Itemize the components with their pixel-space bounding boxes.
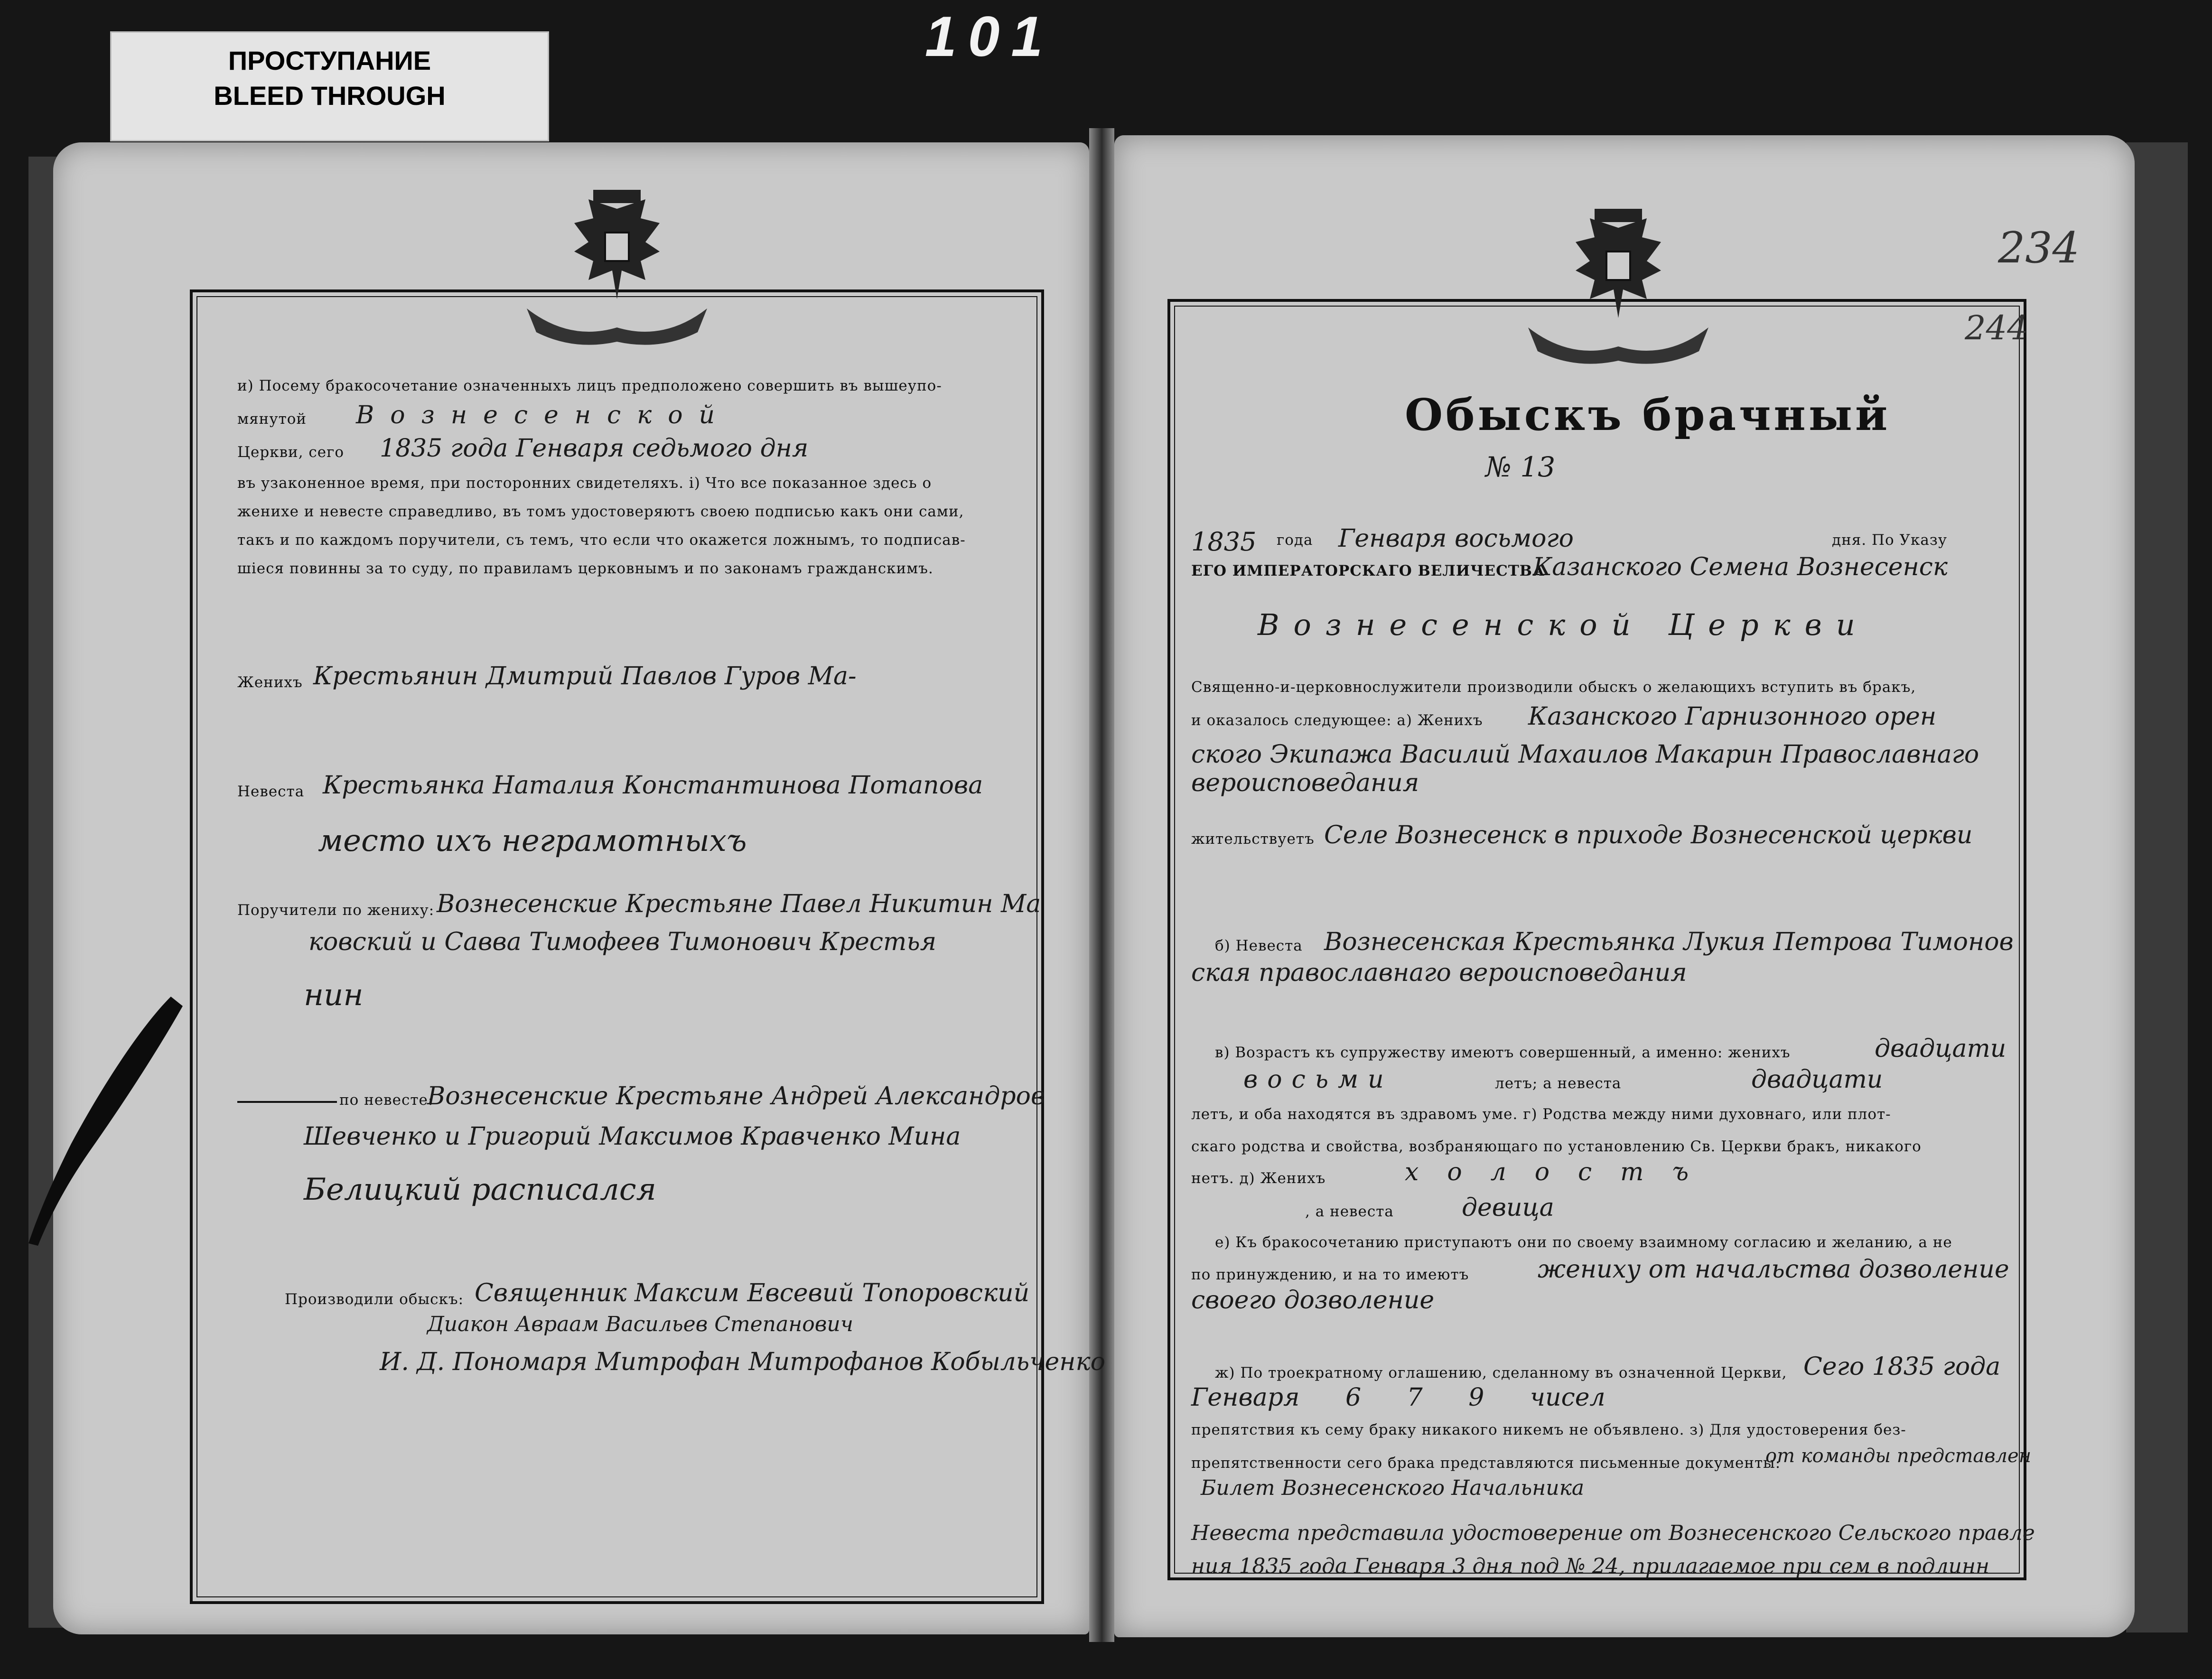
stamp-line-ru: ПРОСТУПАНИЕ [228,46,431,75]
printed-text: дня. По Указу [1832,532,1947,549]
handwritten-text: ния 1835 года Генваря 3 дня под № 24, прилагаемое при сем в подлинн [1191,1554,1989,1578]
folio-number-lower: 244 [1965,308,2028,347]
printed-text: жительствуетъ [1191,830,1315,848]
printed-text: б) Невеста [1215,937,1303,954]
printed-text: летъ; а невеста [1495,1075,1622,1092]
printed-text: скаго родства и свойства, возбраняющаго по установлению Св. Церкви бракъ, никакого [1191,1138,1922,1155]
bride-label: Невеста [237,783,305,800]
handwritten-text: Белицкий расписался [304,1172,656,1207]
handwritten-text: Крестьянин Дмитрий Павлов Гуров Ма- [313,662,857,690]
handwritten-text: ковский и Савва Тимофеев Тимонович Крестья [308,928,937,956]
handwritten-text: двадцати [1751,1065,1883,1094]
handwritten-text: ского Экипажа Василий Махаилов Макарин Православнаго [1191,740,1979,769]
handwritten-text: Генваря восьмого [1338,524,1574,553]
handwritten-text: двадцати [1875,1035,2007,1063]
handwritten-text: вероисповедания [1191,769,1419,797]
printed-text: въ узаконенное время, при посторонних свидетеляхъ. i) Что все показанное здесь о [237,475,932,492]
frame-number: 101 [924,5,1055,68]
printed-text: препятственности сего брака представляются письменные документы: [1191,1455,1781,1472]
printed-text: , а невеста [1305,1203,1394,1220]
handwritten-text: место ихъ неграмотныхъ [318,823,747,858]
handwritten-text: своего дозволение [1191,1286,1435,1315]
handwritten-text: от команды представлен [1765,1445,2032,1467]
printed-text: препятствия къ сему браку никакого никемъ не объявлено. з) Для удостоверения без- [1191,1421,1906,1438]
printed-text: и оказалось следующее: а) Женихъ [1191,712,1483,729]
printed-text: Церкви, сего [237,444,345,461]
printed-text: по принуждению, и на то имеютъ [1191,1266,1469,1283]
printed-text: в) Возрастъ къ супружеству имеютъ совершенный, а именно: женихъ [1215,1044,1791,1061]
folio-number-upper: 234 [1998,223,2080,273]
book-gutter [1089,128,1114,1642]
conducted-by-label: Производили обыскъ: [285,1291,464,1308]
handwritten-text: Казанского Гарнизонного орен [1528,702,1937,731]
handwritten-text: Вознесенские Крестьяне Андрей Александров [427,1082,1045,1110]
printed-text: нетъ. д) Женихъ [1191,1170,1326,1187]
handwritten-text: холостъ [1405,1158,1717,1186]
handwritten-text: Сего 1835 года [1803,1353,2001,1381]
printed-text: ЕГО ИМПЕРАТОРСКАГО ВЕЛИЧЕСТВА [1191,562,1545,579]
handwritten-text: Казанского Семена Вознесенск [1533,553,1948,581]
handwritten-text: восьми [1243,1065,1393,1094]
printed-text: летъ, и оба находятся въ здравомъ уме. г) Родства между ними духовнаго, или плот- [1191,1106,1891,1123]
handwritten-text: Вознесенские Крестьяне Павел Никитин Ма [437,890,1041,918]
double-headed-eagle-emblem-icon [517,190,717,351]
handwritten-text: Священник Максим Евсевий Топоровский [475,1279,1030,1307]
handwritten-text: Селе Вознесенск в приходе Вознесенской церкви [1324,821,1973,849]
printed-text: женихе и невесте справедливо, въ томъ удостоверяютъ своею подписью какъ они сами, [237,503,964,520]
handwritten-text: жениху от начальства дозволение [1538,1255,2009,1284]
printed-text: ж) По троекратному оглашению, сделанному въ означенной Церкви, [1215,1364,1787,1381]
guarantors-groom-label: Поручители по жениху: [237,902,435,919]
handwritten-text: девица [1462,1194,1554,1222]
handwritten-text: Вознесенская Крестьянка Лукия Петрова Тимонов [1324,928,2014,956]
record-number: № 13 [1485,451,1556,483]
printed-text: е) Къ бракосочетанию приступаютъ они по своему взаимному согласию и желанию, а не [1215,1234,1952,1251]
guarantors-bride-label: по невесте: [339,1091,434,1109]
handwritten-text: Вознесенской Церкви [1258,607,1869,642]
handwritten-text: Крестьянка Наталия Константинова Потапова [323,771,983,800]
handwritten-text: ская православнаго вероисповедания [1191,959,1687,987]
handwritten-text: Вознесенской [356,401,731,429]
handwritten-text: Билет Вознесенского Начальника [1201,1476,1585,1500]
printed-text: такъ и по каждомъ поручители, съ темъ, что если что окажется ложнымъ, то подписав- [237,532,966,549]
page-title: Обыскъ брачный [1405,389,1891,440]
divider-line [237,1101,337,1103]
printed-text: шiеся повинны за то суду, по правиламъ церковнымъ и по законамъ гражданскимъ. [237,560,933,577]
handwritten-text: 1835 года Генваря седьмого дня [380,434,809,463]
handwritten-text: И. Д. Пономаря Митрофан Митрофанов Кобыльченко [380,1348,1105,1376]
printed-text: и) Посему бракосочетание означенныхъ лицъ предположено совершить въ вышеупо- [237,377,942,394]
printed-text: мянутой [237,410,307,428]
printed-text: Священно-и-церковнослужители производили обыскъ о желающихъ вступить въ бракъ, [1191,679,1916,696]
printed-text: года [1277,532,1313,549]
archive-stamp [110,31,549,141]
quill-pen-icon [19,987,190,1253]
handwritten-text: Шевченко и Григорий Максимов Кравченко Мина [304,1122,961,1151]
handwritten-text: Невеста представила удостоверение от Вознесенского Сельского правле [1191,1521,2035,1545]
year-handwritten: 1835 [1191,527,1257,557]
handwritten-text: нин [304,978,364,1013]
handwritten-text: Генваря 6 7 9 чисел [1191,1383,1605,1412]
double-headed-eagle-emblem-icon [1519,209,1718,370]
handwritten-text: Диакон Авраам Васильев Степанович [427,1312,854,1336]
book-edge-right [2126,142,2188,1632]
groom-label: Женихъ [237,674,303,691]
stamp-line-en: BLEED THROUGH [214,81,446,111]
